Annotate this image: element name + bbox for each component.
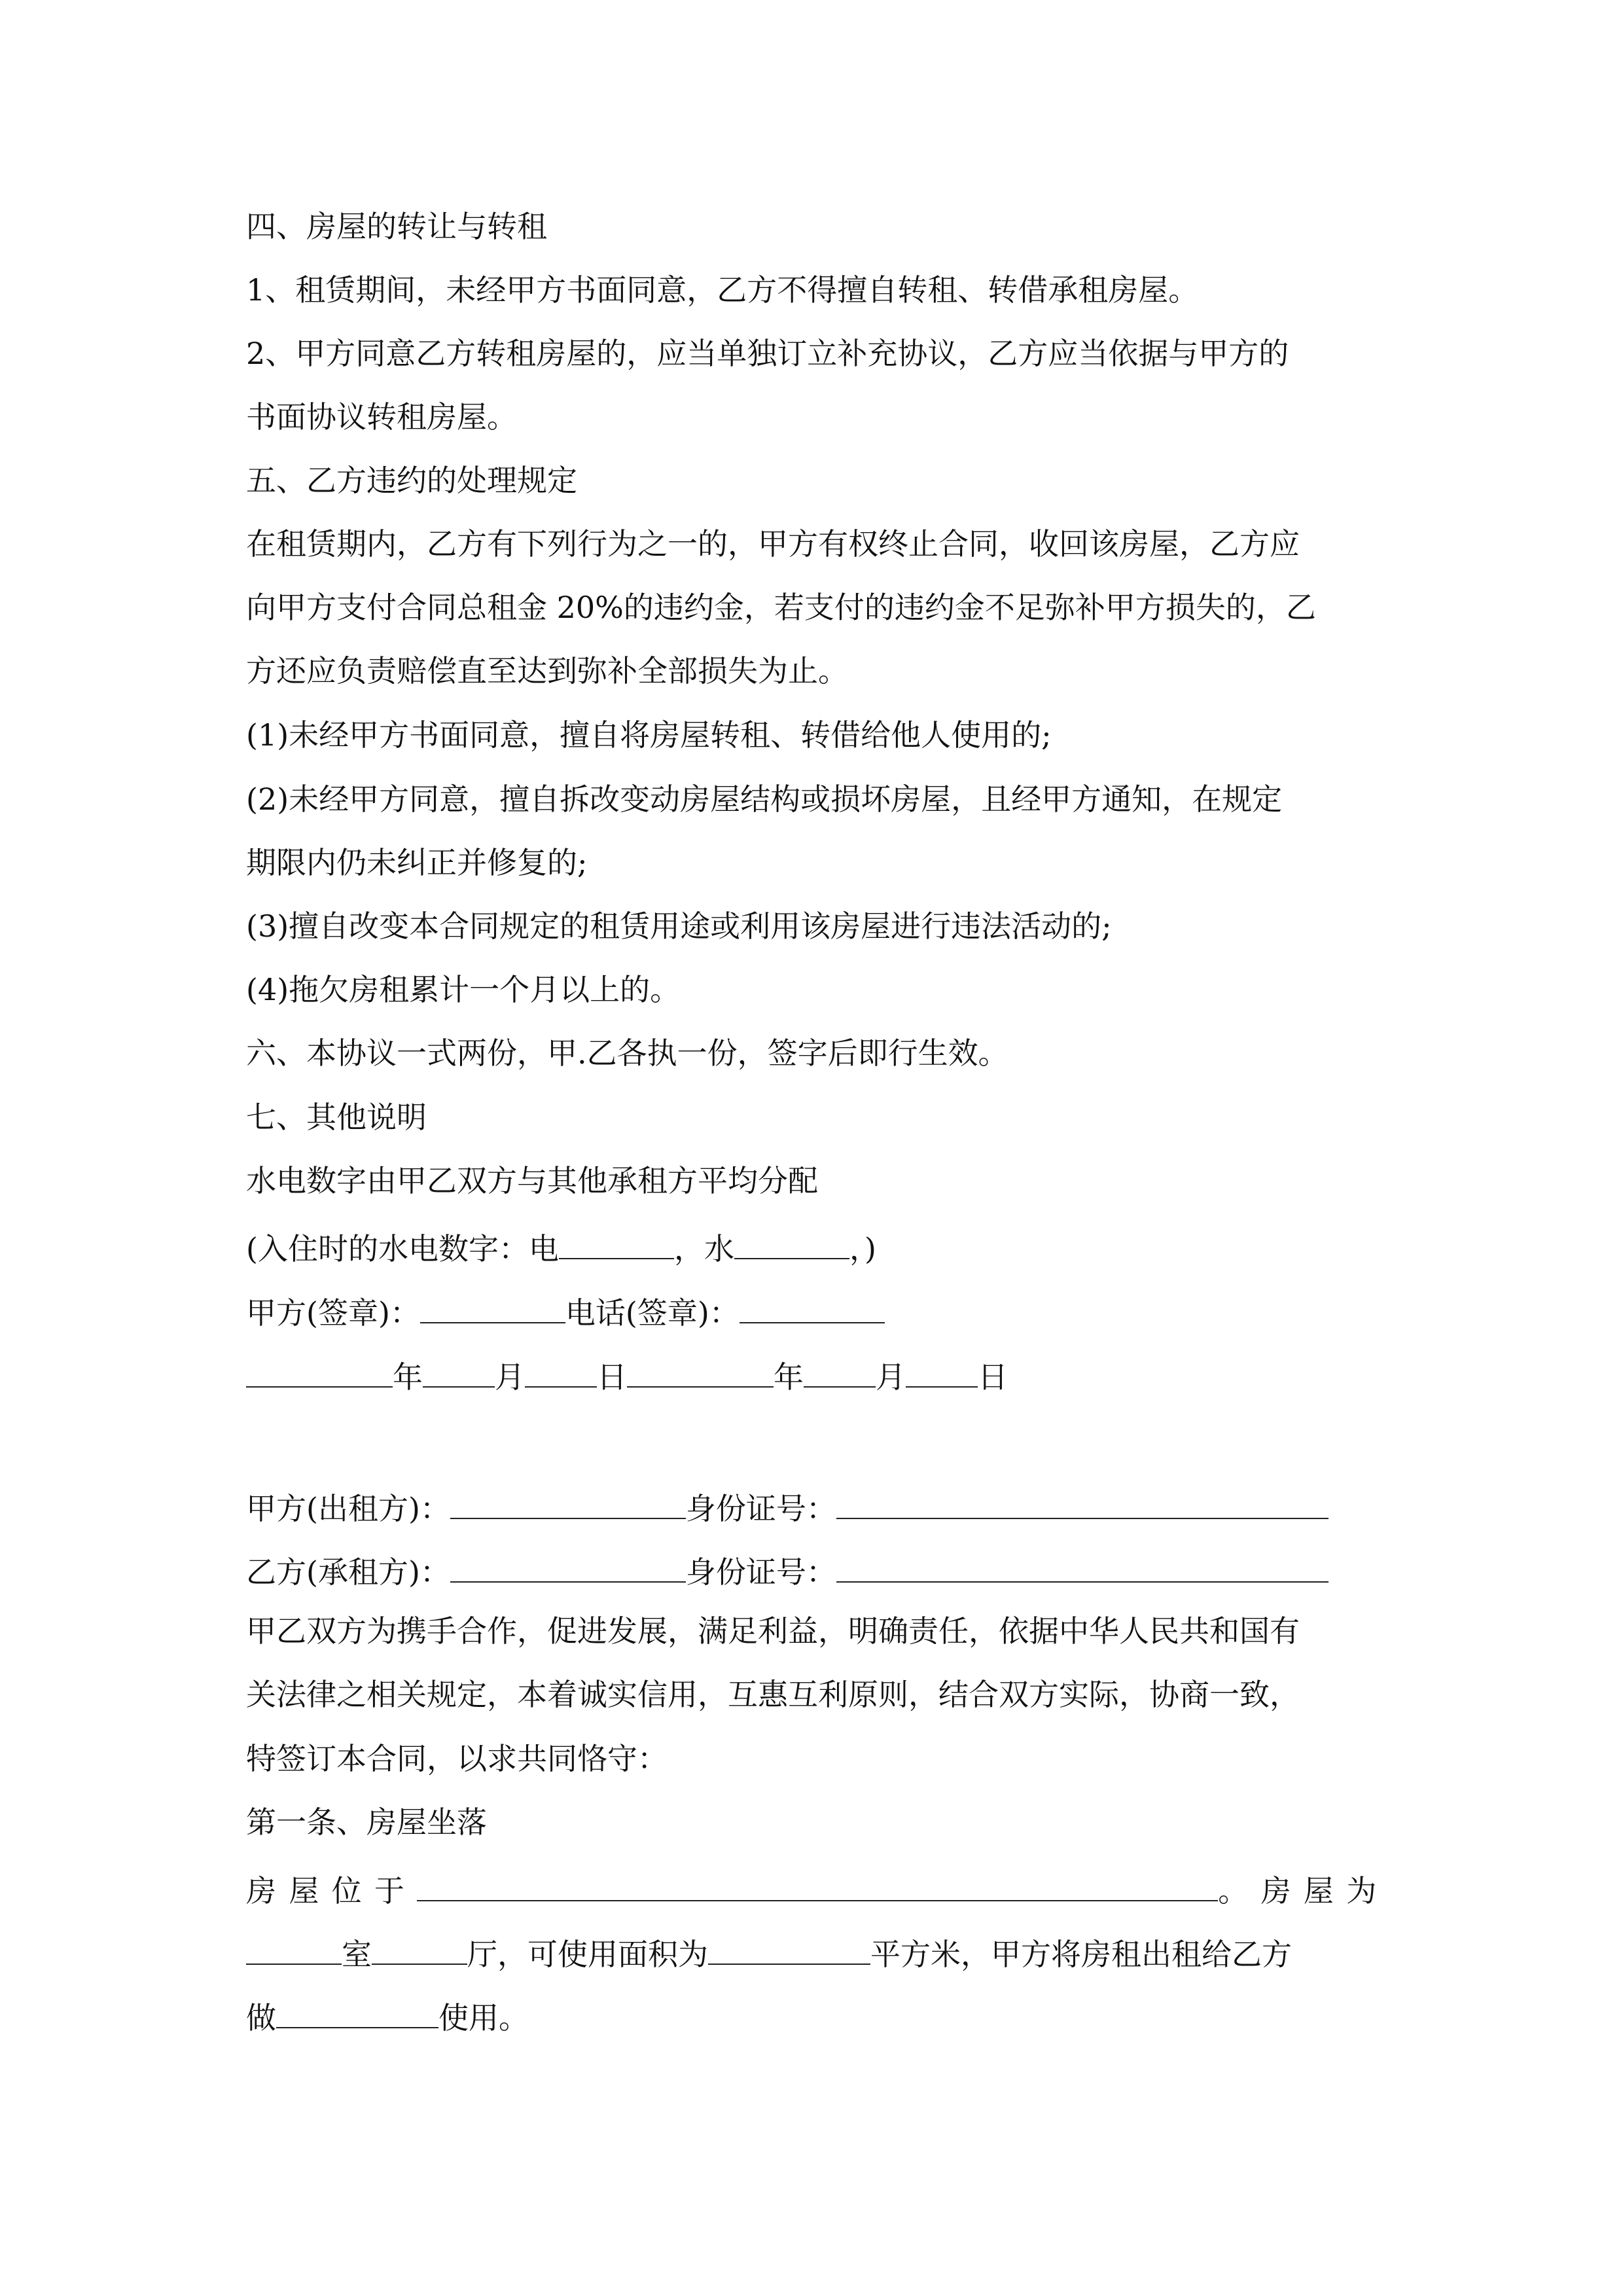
location-label: 房屋位于 [246,1873,418,1909]
clause-4-2-line-1: 2、甲方同意乙方转租房屋的，应当单独订立补充协议，乙方应当依据与甲方的 [246,336,1289,371]
clause-4-2-line-2: 书面协议转租房屋。 [246,399,517,435]
section-5-para-line-2: 向甲方支付合同总租金 20%的违约金，若支付的违约金不足弥补甲方损失的，乙 [246,590,1316,625]
intro-line-1: 甲乙双方为携手合作，促进发展，满足利益，明确责任，依据中华人民共和国有 [246,1613,1300,1649]
lessor-line [246,1489,1329,1524]
lessee-id-label: 身份证号： [685,1554,836,1590]
section-6-text: 六、本协议一式两份，甲.乙各执一份，签字后即行生效。 [246,1035,1008,1071]
violation-item-4: (4)拖欠房租累计一个月以上的。 [246,972,681,1007]
usage-label: 做 [246,2000,276,2036]
lessor-label: 甲方(出租方)： [246,1491,450,1526]
day-label-2: 日 [978,1359,1008,1395]
location-line [246,1871,1389,1909]
year-label-2: 年 [774,1359,804,1395]
room-area-line [246,1935,1292,1972]
day-label-1: 日 [597,1359,627,1395]
month-label-1: 月 [495,1359,525,1395]
lessee-line [246,1552,1329,1590]
intro-line-3: 特签订本合同，以求共同恪守： [246,1741,668,1776]
party-a-signature-label: 甲方(签章)： [246,1295,420,1331]
year-blank-2[interactable] [627,1357,774,1388]
usage-blank[interactable] [276,1998,438,2028]
month-blank-2[interactable] [804,1357,876,1388]
hall-area-label: 厅，可使用面积为 [467,1937,708,1972]
section-5-heading: 五、乙方违约的处理规定 [246,463,577,498]
area-unit-label: 平方米，甲方将房租出租给乙方 [870,1937,1292,1972]
section-7-heading: 七、其他说明 [246,1100,427,1135]
room-label: 室 [342,1937,372,1972]
usage-suffix: 使用。 [438,2000,529,2036]
section-5-para-line-3: 方还应负责赔偿直至达到弥补全部损失为止。 [246,653,848,689]
house-type-label: 。房屋为 [1218,1873,1389,1909]
day-blank-2[interactable] [906,1357,978,1388]
phone-signature-label: 电话(签章)： [565,1295,740,1331]
rooms-blank[interactable] [246,1935,342,1965]
intro-line-2: 关法律之相关规定，本着诚实信用，互惠互利原则，结合双方实际，协商一致， [246,1677,1300,1712]
violation-item-1: (1)未经甲方书面同意，擅自将房屋转租、转借给他人使用的; [246,717,1052,753]
phone-signature-blank[interactable] [740,1293,885,1323]
area-blank[interactable] [708,1935,870,1965]
water-label: ，水 [673,1231,734,1266]
date-line [246,1357,1008,1395]
electricity-blank[interactable] [559,1229,674,1259]
year-label-1: 年 [393,1359,423,1395]
usage-line [246,1998,529,2036]
section-5-para-line-1: 在租赁期内，乙方有下列行为之一的，甲方有权终止合同，收回该房屋，乙方应 [246,526,1300,562]
meter-label: (入住时的水电数字：电 [246,1231,559,1266]
month-blank-1[interactable] [423,1357,495,1388]
halls-blank[interactable] [372,1935,467,1965]
article-1-heading: 第一条、房屋坐落 [246,1804,487,1840]
month-label-2: 月 [876,1359,906,1395]
location-blank[interactable] [417,1871,1218,1901]
violation-item-2-line-2: 期限内仍未纠正并修复的; [246,845,588,880]
violation-item-2-line-1: (2)未经甲方同意，擅自拆改变动房屋结构或损坏房屋，且经甲方通知，在规定 [246,781,1283,817]
violation-item-3: (3)擅自改变本合同规定的租赁用途或利用该房屋进行违法活动的; [246,908,1112,944]
lessee-id-blank[interactable] [836,1552,1329,1583]
day-blank-1[interactable] [525,1357,597,1388]
clause-4-1: 1、租赁期间，未经甲方书面同意，乙方不得擅自转租、转借承租房屋。 [246,272,1199,308]
water-blank[interactable] [734,1229,849,1259]
lessee-label: 乙方(承租方)： [246,1554,450,1590]
meter-reading-line [246,1229,876,1264]
party-a-signature-blank[interactable] [420,1293,565,1323]
section-4-heading: 四、房屋的转让与转租 [246,209,547,244]
lessee-name-blank[interactable] [450,1552,686,1583]
utility-split-note: 水电数字由甲乙双方与其他承租方平均分配 [246,1163,818,1198]
lessor-name-blank[interactable] [450,1489,686,1519]
year-blank-1[interactable] [246,1357,393,1388]
lessor-id-label: 身份证号： [685,1491,836,1526]
lessor-id-blank[interactable] [836,1489,1329,1519]
meter-close: ，) [849,1231,876,1266]
signature-line [246,1293,885,1331]
